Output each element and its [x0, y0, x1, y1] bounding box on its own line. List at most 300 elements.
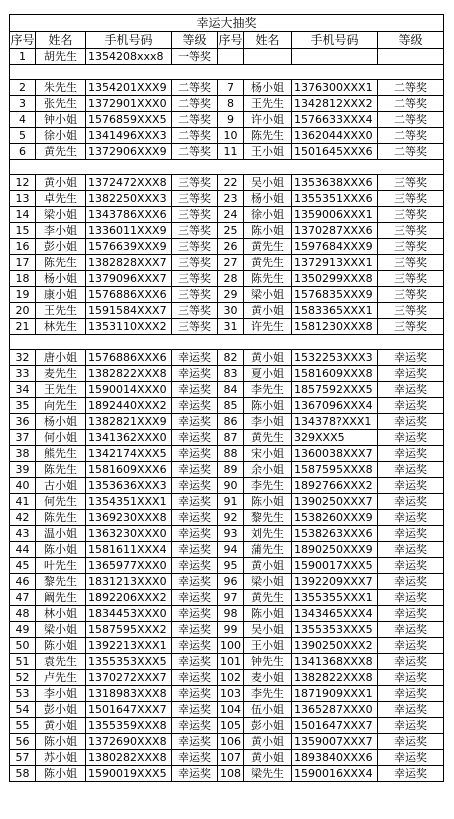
seq-cell: 18 — [10, 271, 36, 287]
phone-cell: 1353110XXX2 — [86, 319, 172, 335]
level-cell: 幸运奖 — [172, 574, 218, 590]
name-cell: 黄小姐 — [244, 734, 292, 750]
phone-cell: 1354351XXX1 — [86, 494, 172, 510]
level-cell: 二等奖 — [172, 128, 218, 144]
name-cell: 夏小姐 — [244, 366, 292, 382]
seq-cell: 91 — [218, 494, 244, 510]
level-cell: 幸运奖 — [378, 734, 444, 750]
seq-cell: 58 — [10, 766, 36, 782]
seq-cell: 30 — [218, 303, 244, 319]
table-row — [10, 319, 444, 335]
level-cell: 幸运奖 — [378, 574, 444, 590]
seq-cell: 86 — [218, 414, 244, 430]
phone-cell: 1343786XXX6 — [86, 207, 172, 223]
level-cell: 幸运奖 — [172, 542, 218, 558]
level-cell: 三等奖 — [172, 303, 218, 319]
name-cell: 钟先生 — [244, 654, 292, 670]
seq-cell: 87 — [218, 430, 244, 446]
name-cell: 熊先生 — [36, 446, 86, 462]
phone-cell: 1581230XXX8 — [292, 319, 378, 335]
seq-cell: 90 — [218, 478, 244, 494]
name-cell: 黄小姐 — [36, 718, 86, 734]
table-row — [10, 255, 444, 271]
table-row — [10, 574, 444, 590]
name-cell: 朱先生 — [36, 80, 86, 96]
table-row — [10, 542, 444, 558]
seq-cell: 106 — [218, 734, 244, 750]
name-cell: 何先生 — [36, 494, 86, 510]
seq-cell: 12 — [10, 175, 36, 191]
phone-cell: 1367096XXX4 — [292, 398, 378, 414]
seq-cell: 41 — [10, 494, 36, 510]
level-cell: 幸运奖 — [378, 670, 444, 686]
seq-cell: 23 — [218, 191, 244, 207]
seq-cell: 31 — [218, 319, 244, 335]
table-row — [10, 144, 444, 160]
name-cell: 许先生 — [244, 319, 292, 335]
seq-cell: 28 — [218, 271, 244, 287]
name-cell: 陈先生 — [36, 255, 86, 271]
seq-cell: 37 — [10, 430, 36, 446]
level-cell: 三等奖 — [378, 319, 444, 335]
name-cell: 刘先生 — [244, 526, 292, 542]
level-cell: 幸运奖 — [378, 750, 444, 766]
name-cell: 黄先生 — [244, 430, 292, 446]
seq-cell: 56 — [10, 734, 36, 750]
name-cell: 陈小姐 — [36, 766, 86, 782]
level-cell: 幸运奖 — [172, 558, 218, 574]
name-cell: 王先生 — [36, 303, 86, 319]
table-row — [10, 80, 444, 96]
table-row — [10, 239, 444, 255]
seq-cell: 40 — [10, 478, 36, 494]
name-cell: 杨小姐 — [244, 191, 292, 207]
name-cell: 王小姐 — [244, 638, 292, 654]
phone-cell: 1576886XXX6 — [86, 350, 172, 366]
seq-cell: 97 — [218, 590, 244, 606]
level-cell: 幸运奖 — [378, 446, 444, 462]
seq-cell: 32 — [10, 350, 36, 366]
phone-cell: 1382822XXX8 — [86, 366, 172, 382]
name-cell: 梁先生 — [244, 766, 292, 782]
table-row — [10, 766, 444, 782]
level-cell: 幸运奖 — [378, 526, 444, 542]
seq-cell: 17 — [10, 255, 36, 271]
table-row — [10, 622, 444, 638]
phone-cell: 1341496XXX3 — [86, 128, 172, 144]
phone-cell: 1354208xxx8 — [86, 49, 172, 65]
table-row — [10, 478, 444, 494]
seq-cell: 49 — [10, 622, 36, 638]
phone-cell: 1382821XXX9 — [86, 414, 172, 430]
phone-cell: 1583365XXX1 — [292, 303, 378, 319]
seq-cell: 88 — [218, 446, 244, 462]
seq-cell: 15 — [10, 223, 36, 239]
phone-cell: 1538263XXX6 — [292, 526, 378, 542]
seq-cell: 16 — [10, 239, 36, 255]
seq-cell: 107 — [218, 750, 244, 766]
level-cell: 幸运奖 — [172, 686, 218, 702]
table-row — [10, 414, 444, 430]
level-cell: 一等奖 — [172, 49, 218, 65]
name-cell: 阚先生 — [36, 590, 86, 606]
seq-cell: 1 — [10, 49, 36, 65]
seq-cell: 22 — [218, 175, 244, 191]
seq-cell — [218, 49, 244, 65]
phone-cell: 1892206XXX2 — [86, 590, 172, 606]
name-cell: 黄先生 — [36, 144, 86, 160]
level-cell: 幸运奖 — [378, 638, 444, 654]
level-cell: 幸运奖 — [172, 766, 218, 782]
phone-cell: 1576886XXX6 — [86, 287, 172, 303]
level-cell: 幸运奖 — [378, 478, 444, 494]
sheet-title: 幸运大抽奖 — [10, 15, 444, 32]
seq-cell: 96 — [218, 574, 244, 590]
phone-cell: 1382250XXX3 — [86, 191, 172, 207]
table-row — [10, 638, 444, 654]
seq-cell: 29 — [218, 287, 244, 303]
name-cell: 何小姐 — [36, 430, 86, 446]
table-row — [10, 271, 444, 287]
level-cell: 二等奖 — [378, 112, 444, 128]
phone-cell: 1590014XXX0 — [86, 382, 172, 398]
phone-cell: 1392209XXX7 — [292, 574, 378, 590]
level-cell: 幸运奖 — [378, 414, 444, 430]
phone-cell: 1392213XXX1 — [86, 638, 172, 654]
name-cell: 古小姐 — [36, 478, 86, 494]
lottery-sheet — [9, 14, 444, 782]
level-cell: 幸运奖 — [378, 398, 444, 414]
phone-cell: 1343465XXX4 — [292, 606, 378, 622]
phone-cell: 1532253XXX3 — [292, 350, 378, 366]
seq-cell: 94 — [218, 542, 244, 558]
level-cell: 幸运奖 — [172, 414, 218, 430]
seq-cell: 100 — [218, 638, 244, 654]
level-cell: 幸运奖 — [172, 430, 218, 446]
seq-cell: 24 — [218, 207, 244, 223]
name-cell: 黄小姐 — [36, 175, 86, 191]
header-level-right: 等级 — [378, 32, 444, 49]
phone-cell: 1590017XXX5 — [292, 558, 378, 574]
level-cell: 幸运奖 — [172, 446, 218, 462]
level-cell: 三等奖 — [172, 239, 218, 255]
table-row — [10, 670, 444, 686]
seq-cell: 11 — [218, 144, 244, 160]
seq-cell: 5 — [10, 128, 36, 144]
name-cell: 康小姐 — [36, 287, 86, 303]
seq-cell: 21 — [10, 319, 36, 335]
level-cell: 三等奖 — [378, 207, 444, 223]
name-cell: 蒲先生 — [244, 542, 292, 558]
table-row — [10, 303, 444, 319]
level-cell: 幸运奖 — [172, 606, 218, 622]
name-cell: 叶先生 — [36, 558, 86, 574]
seq-cell: 27 — [218, 255, 244, 271]
phone-cell: 329XXX5 — [292, 430, 378, 446]
seq-cell: 2 — [10, 80, 36, 96]
name-cell: 许小姐 — [244, 112, 292, 128]
level-cell — [378, 49, 444, 65]
level-cell: 幸运奖 — [378, 430, 444, 446]
phone-cell: 1576633XXX4 — [292, 112, 378, 128]
phone-cell: 1587595XXX2 — [86, 622, 172, 638]
level-cell: 幸运奖 — [172, 702, 218, 718]
level-cell: 幸运奖 — [378, 622, 444, 638]
name-cell — [244, 49, 292, 65]
phone-cell: 1342812XXX2 — [292, 96, 378, 112]
spacer-cell — [10, 65, 444, 80]
phone-cell: 1355351XXX6 — [292, 191, 378, 207]
level-cell: 幸运奖 — [172, 478, 218, 494]
name-cell: 陈先生 — [36, 510, 86, 526]
name-cell: 陈小姐 — [244, 606, 292, 622]
level-cell: 幸运奖 — [378, 558, 444, 574]
seq-cell: 34 — [10, 382, 36, 398]
name-cell: 王小姐 — [244, 144, 292, 160]
phone-cell: 1379096XXX7 — [86, 271, 172, 287]
phone-cell: 1362044XXX0 — [292, 128, 378, 144]
phone-cell: 1336011XXX9 — [86, 223, 172, 239]
level-cell: 幸运奖 — [378, 766, 444, 782]
seq-cell: 33 — [10, 366, 36, 382]
phone-cell: 1576835XXX9 — [292, 287, 378, 303]
header-name-left: 姓名 — [36, 32, 86, 49]
phone-cell: 1380282XXX8 — [86, 750, 172, 766]
title-row — [10, 15, 444, 32]
name-cell: 林小姐 — [36, 606, 86, 622]
phone-cell: 1372472XXX8 — [86, 175, 172, 191]
table-row — [10, 510, 444, 526]
seq-cell: 82 — [218, 350, 244, 366]
level-cell: 三等奖 — [378, 239, 444, 255]
table-row — [10, 686, 444, 702]
name-cell: 陈先生 — [244, 128, 292, 144]
phone-cell: 1834453XXX0 — [86, 606, 172, 622]
table-row — [10, 175, 444, 191]
table-row — [10, 606, 444, 622]
name-cell: 李先生 — [244, 686, 292, 702]
seq-cell: 102 — [218, 670, 244, 686]
level-cell: 幸运奖 — [172, 350, 218, 366]
spacer-row — [10, 65, 444, 80]
level-cell: 幸运奖 — [172, 750, 218, 766]
table-row — [10, 207, 444, 223]
phone-cell: 1359006XXX1 — [292, 207, 378, 223]
level-cell: 幸运奖 — [378, 606, 444, 622]
seq-cell: 46 — [10, 574, 36, 590]
phone-cell: 1365287XXX0 — [292, 702, 378, 718]
seq-cell: 105 — [218, 718, 244, 734]
phone-cell: 1372913XXX1 — [292, 255, 378, 271]
phone-cell: 1382828XXX7 — [86, 255, 172, 271]
phone-cell: 1359007XXX7 — [292, 734, 378, 750]
name-cell: 宋小姐 — [244, 446, 292, 462]
level-cell: 幸运奖 — [172, 590, 218, 606]
phone-cell: 1372906XXX9 — [86, 144, 172, 160]
name-cell: 杨小姐 — [244, 80, 292, 96]
level-cell: 二等奖 — [378, 144, 444, 160]
phone-cell: 1342174XXX5 — [86, 446, 172, 462]
table-row — [10, 96, 444, 112]
level-cell: 幸运奖 — [172, 734, 218, 750]
phone-cell: 1353636XXX3 — [86, 478, 172, 494]
phone-cell: 1360038XXX7 — [292, 446, 378, 462]
level-cell: 幸运奖 — [378, 510, 444, 526]
table-row — [10, 654, 444, 670]
name-cell: 黄小姐 — [244, 303, 292, 319]
phone-cell: 1590019XXX5 — [86, 766, 172, 782]
name-cell: 黄先生 — [244, 239, 292, 255]
name-cell: 黄先生 — [244, 255, 292, 271]
level-cell: 幸运奖 — [378, 382, 444, 398]
seq-cell: 50 — [10, 638, 36, 654]
header-phone-left: 手机号码 — [86, 32, 172, 49]
phone-cell: 1857592XXX5 — [292, 382, 378, 398]
level-cell: 幸运奖 — [378, 686, 444, 702]
seq-cell: 13 — [10, 191, 36, 207]
seq-cell: 14 — [10, 207, 36, 223]
phone-cell: 1591584XXX7 — [86, 303, 172, 319]
phone-cell: 1350299XXX8 — [292, 271, 378, 287]
header-name-right: 姓名 — [244, 32, 292, 49]
name-cell: 余小姐 — [244, 462, 292, 478]
level-cell: 幸运奖 — [172, 670, 218, 686]
level-cell: 三等奖 — [172, 191, 218, 207]
phone-cell: 1597684XXX9 — [292, 239, 378, 255]
seq-cell: 44 — [10, 542, 36, 558]
seq-cell: 42 — [10, 510, 36, 526]
name-cell: 卓先生 — [36, 191, 86, 207]
spacer-cell — [10, 160, 444, 175]
name-cell: 陈小姐 — [36, 542, 86, 558]
header-row — [10, 32, 444, 49]
level-cell: 三等奖 — [172, 319, 218, 335]
name-cell: 李先生 — [244, 382, 292, 398]
phone-cell: 1581609XXX6 — [86, 462, 172, 478]
phone-cell: 1369230XXX8 — [86, 510, 172, 526]
level-cell: 三等奖 — [172, 255, 218, 271]
level-cell: 三等奖 — [172, 223, 218, 239]
phone-cell: 1363230XXX0 — [86, 526, 172, 542]
table-row — [10, 366, 444, 382]
phone-cell: 1590016XXX4 — [292, 766, 378, 782]
level-cell: 三等奖 — [172, 287, 218, 303]
level-cell: 幸运奖 — [378, 654, 444, 670]
seq-cell: 43 — [10, 526, 36, 542]
level-cell: 幸运奖 — [378, 718, 444, 734]
seq-cell: 85 — [218, 398, 244, 414]
seq-cell: 20 — [10, 303, 36, 319]
phone-cell: 1576639XXX9 — [86, 239, 172, 255]
table-row — [10, 49, 444, 65]
level-cell: 幸运奖 — [378, 590, 444, 606]
name-cell: 陈小姐 — [244, 494, 292, 510]
name-cell: 吴小姐 — [244, 175, 292, 191]
phone-cell: 1341368XXX8 — [292, 654, 378, 670]
seq-cell: 89 — [218, 462, 244, 478]
table-row — [10, 590, 444, 606]
level-cell: 幸运奖 — [172, 494, 218, 510]
seq-cell: 95 — [218, 558, 244, 574]
seq-cell: 54 — [10, 702, 36, 718]
name-cell: 钟小姐 — [36, 112, 86, 128]
seq-cell: 98 — [218, 606, 244, 622]
name-cell: 彭小姐 — [36, 702, 86, 718]
spacer-cell — [10, 335, 444, 350]
level-cell: 二等奖 — [172, 112, 218, 128]
phone-cell: 1501647XXX7 — [292, 718, 378, 734]
seq-cell: 93 — [218, 526, 244, 542]
phone-cell: 1382822XXX8 — [292, 670, 378, 686]
name-cell: 李先生 — [244, 478, 292, 494]
phone-cell: 1893840XXX6 — [292, 750, 378, 766]
phone-cell: 1501647XXX7 — [86, 702, 172, 718]
phone-cell: 1576859XXX5 — [86, 112, 172, 128]
name-cell: 麦小姐 — [244, 670, 292, 686]
level-cell: 二等奖 — [172, 80, 218, 96]
table-row — [10, 112, 444, 128]
phone-cell: 1341362XXX0 — [86, 430, 172, 446]
name-cell: 袁先生 — [36, 654, 86, 670]
name-cell: 梁小姐 — [36, 622, 86, 638]
header-phone-right: 手机号码 — [292, 32, 378, 49]
level-cell: 幸运奖 — [172, 622, 218, 638]
phone-cell: 1390250XXX7 — [292, 494, 378, 510]
seq-cell: 104 — [218, 702, 244, 718]
phone-cell: 1892440XXX2 — [86, 398, 172, 414]
seq-cell: 10 — [218, 128, 244, 144]
name-cell: 李小姐 — [36, 223, 86, 239]
table-row — [10, 526, 444, 542]
name-cell: 张先生 — [36, 96, 86, 112]
name-cell: 陈小姐 — [244, 398, 292, 414]
level-cell: 幸运奖 — [172, 366, 218, 382]
table-row — [10, 558, 444, 574]
name-cell: 黎先生 — [244, 510, 292, 526]
seq-cell: 84 — [218, 382, 244, 398]
phone-cell: 1355355XXX1 — [292, 590, 378, 606]
name-cell: 彭小姐 — [244, 718, 292, 734]
seq-cell: 48 — [10, 606, 36, 622]
seq-cell: 101 — [218, 654, 244, 670]
spacer-row — [10, 160, 444, 175]
level-cell: 三等奖 — [378, 287, 444, 303]
name-cell: 麦先生 — [36, 366, 86, 382]
level-cell: 幸运奖 — [378, 542, 444, 558]
table-row — [10, 462, 444, 478]
name-cell: 陈先生 — [36, 462, 86, 478]
level-cell: 幸运奖 — [172, 382, 218, 398]
phone-cell: 1355353XXX5 — [292, 622, 378, 638]
level-cell: 三等奖 — [172, 175, 218, 191]
name-cell: 王先生 — [36, 382, 86, 398]
name-cell: 杨小姐 — [36, 271, 86, 287]
seq-cell: 52 — [10, 670, 36, 686]
table-row — [10, 382, 444, 398]
name-cell: 黄小姐 — [244, 350, 292, 366]
name-cell: 徐小姐 — [244, 207, 292, 223]
seq-cell: 3 — [10, 96, 36, 112]
header-level-left: 等级 — [172, 32, 218, 49]
name-cell: 向先生 — [36, 398, 86, 414]
table-row — [10, 191, 444, 207]
name-cell: 彭小姐 — [36, 239, 86, 255]
name-cell: 唐小姐 — [36, 350, 86, 366]
phone-cell: 1890250XXX9 — [292, 542, 378, 558]
level-cell: 幸运奖 — [378, 350, 444, 366]
seq-cell: 103 — [218, 686, 244, 702]
phone-cell: 1538260XXX9 — [292, 510, 378, 526]
